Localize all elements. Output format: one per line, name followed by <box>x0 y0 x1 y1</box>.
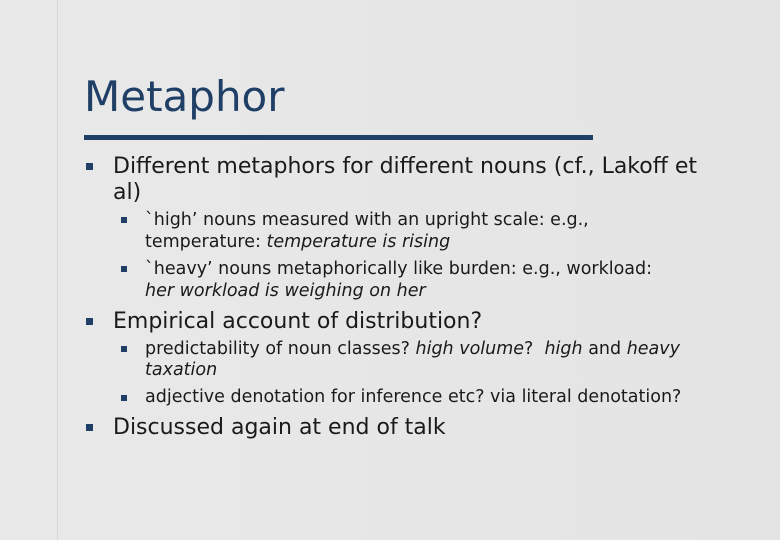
bullet-square-icon <box>86 163 93 170</box>
slide-title: Metaphor <box>84 72 285 121</box>
sub-bullet-1-1-line2-italic: temperature is rising <box>266 232 451 252</box>
title-underline <box>84 135 593 140</box>
sub-bullet-2-2: adjective denotation for inference etc? via literal denotation? <box>145 387 682 407</box>
sub-bullet-1-1-line1: `high’ nouns measured with an upright scale: e.g., <box>145 210 589 230</box>
sub-bullet-1-2-line1: `heavy’ nouns metaphorically like burden: e.g., workload: <box>145 259 653 279</box>
sub-bullet-2-1-part2: high volume <box>415 339 525 359</box>
bullet-2-text: Empirical account of distribution? <box>113 309 483 334</box>
sub-bullet-2-1-part6: heavy <box>626 339 680 359</box>
sub-bullet-square-icon <box>121 266 127 272</box>
sub-bullet-1-1-line2 <box>145 231 450 253</box>
sub-bullet-2-1-part5: and <box>582 339 627 359</box>
sub-bullet-2-1-part4: high <box>544 339 583 359</box>
sub-bullet-square-icon <box>121 217 127 223</box>
sub-bullet-1-1-line2-normal: temperature: <box>145 232 267 252</box>
sub-bullet-square-icon <box>121 346 127 352</box>
sub-bullet-2-1-part3: ? <box>524 339 545 359</box>
sub-bullet-2-1-line2: taxation <box>145 360 218 380</box>
bullet-square-icon <box>86 424 93 431</box>
sub-bullet-2-1-part1: predictability of noun classes? <box>145 339 416 359</box>
bullet-1-text-line1: Different metaphors for different nouns (cf., Lakoff et <box>113 154 698 179</box>
sub-bullet-square-icon <box>121 395 127 401</box>
left-margin-rule <box>57 0 58 540</box>
sub-bullet-1-2-line2: her workload is weighing on her <box>145 281 426 301</box>
sub-bullet-2-1-line1 <box>145 338 680 360</box>
bullet-1-text-line2: al) <box>113 180 142 205</box>
bullet-square-icon <box>86 318 93 325</box>
bullet-3-text: Discussed again at end of talk <box>113 415 446 440</box>
